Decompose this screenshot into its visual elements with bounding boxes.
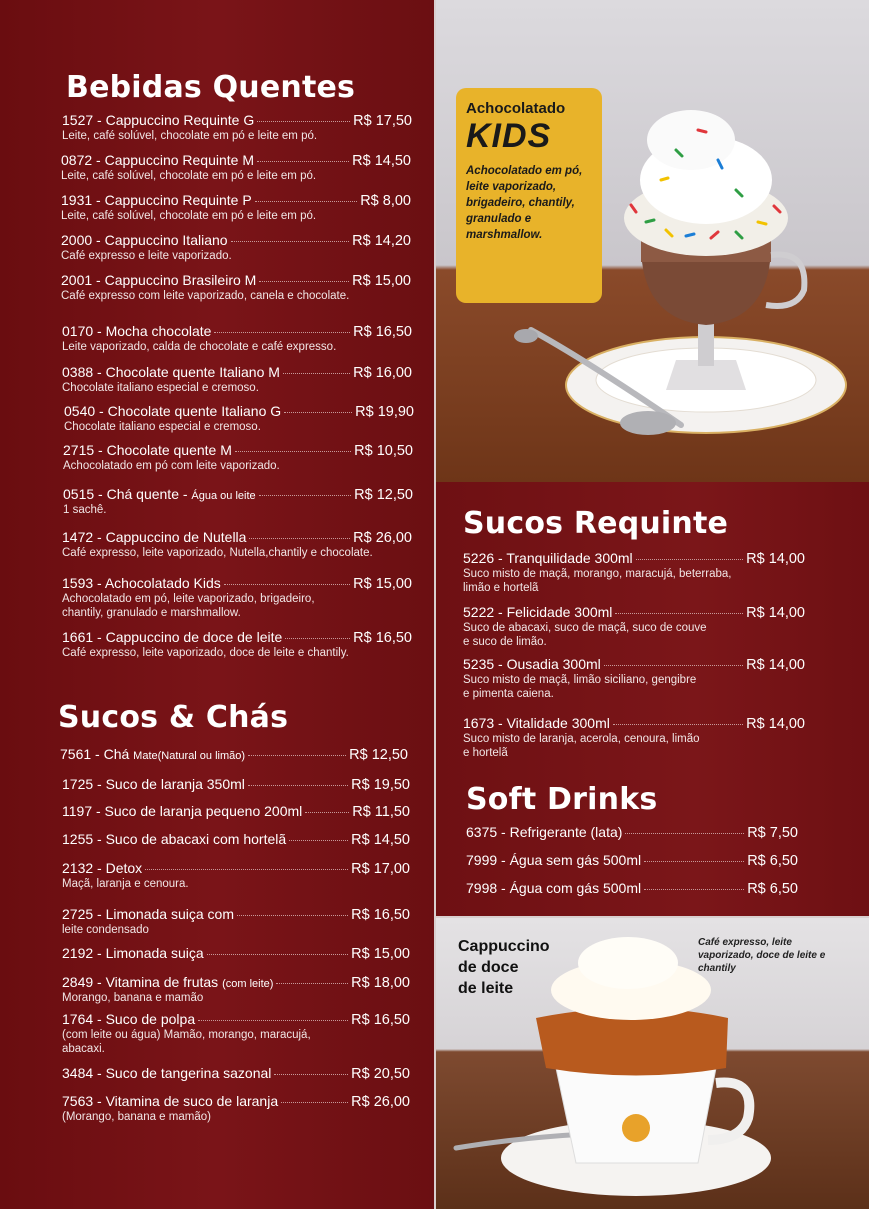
menu-item <box>63 442 413 473</box>
menu-item-price: R$ 15,00 <box>352 273 411 289</box>
menu-item-name-text: 2192 - Limonada suiça <box>62 945 204 961</box>
menu-item <box>466 824 798 841</box>
leader-dots <box>289 840 348 841</box>
menu-item-desc: Leite, café solúvel, chocolate em pó e leite em pó. <box>61 170 317 182</box>
menu-item-name <box>466 852 641 868</box>
menu-item <box>62 1093 410 1124</box>
menu-item-price: R$ 16,50 <box>353 324 412 340</box>
menu-item-name <box>62 323 211 339</box>
leader-dots <box>644 861 744 862</box>
menu-item-line <box>62 1093 410 1110</box>
juices-teas-title: Sucos & Chás <box>58 700 289 735</box>
menu-item-name <box>466 880 641 896</box>
menu-item-line <box>62 529 412 546</box>
menu-item-price: R$ 17,00 <box>351 861 410 877</box>
menu-item-name <box>466 824 622 840</box>
menu-item-line <box>61 152 411 169</box>
menu-item <box>61 152 411 183</box>
menu-item-name <box>62 364 280 380</box>
menu-item-name-note: Mate(Natural ou limão) <box>133 750 246 762</box>
menu-item <box>62 323 412 354</box>
menu-item <box>61 232 411 263</box>
menu-item-price: R$ 16,00 <box>353 365 412 381</box>
menu-item-line <box>62 776 410 793</box>
menu-item-line <box>62 860 410 877</box>
leader-dots <box>305 812 349 813</box>
menu-item-desc: Café expresso, leite vaporizado, Nutella,chantily e chocolate. <box>62 547 373 559</box>
menu-item <box>63 486 413 517</box>
menu-item-price: R$ 17,50 <box>353 113 412 129</box>
menu-item-name <box>62 529 246 545</box>
menu-item-name-text: 2132 - Detox <box>62 860 143 876</box>
menu-item-line <box>466 880 798 897</box>
leader-dots <box>644 889 744 890</box>
leader-dots <box>274 1074 348 1075</box>
menu-item <box>463 550 805 595</box>
menu-item-name <box>62 776 245 792</box>
leader-dots <box>255 201 358 202</box>
leader-dots <box>237 915 348 916</box>
menu-item-price: R$ 16,50 <box>353 630 412 646</box>
menu-item-line <box>62 112 412 129</box>
menu-item-name-text: 5235 - Ousadia 300ml <box>463 656 601 672</box>
menu-item-line <box>463 715 805 732</box>
leader-dots <box>214 332 350 333</box>
cappuccino-promo-title: Cappuccino de doce de leite <box>458 938 550 997</box>
menu-item-name-text: 7563 - Vitamina de suco de laranja <box>62 1093 279 1109</box>
menu-item <box>463 604 805 649</box>
menu-item-name-text: 6375 - Refrigerante (lata) <box>466 824 623 840</box>
menu-item <box>64 403 414 434</box>
menu-item-line <box>62 945 410 962</box>
leader-dots <box>283 373 350 374</box>
menu-item-name-text: 1593 - Achocolatado Kids <box>62 575 221 591</box>
menu-item-desc: Suco misto de maçã, morango, maracujá, beterraba, limão e hortelã <box>463 568 732 594</box>
menu-item-name <box>62 906 234 922</box>
menu-item-name-text: 5226 - Tranquilidade 300ml <box>463 550 633 566</box>
menu-item <box>62 629 412 660</box>
menu-item-name-text: 1255 - Suco de abacaxi com hortelã <box>62 831 287 847</box>
menu-item-line <box>60 746 408 763</box>
menu-item <box>466 880 798 897</box>
menu-item-line <box>466 824 798 841</box>
menu-item-line <box>62 629 412 646</box>
leader-dots <box>224 584 350 585</box>
menu-item-name-text: 3484 - Suco de tangerina sazonal <box>62 1065 272 1081</box>
menu-item-desc: Café expresso, leite vaporizado, doce de leite e chantily. <box>62 647 349 659</box>
menu-item-name <box>62 1011 195 1027</box>
menu-item-line <box>62 575 412 592</box>
menu-item-price: R$ 15,00 <box>353 576 412 592</box>
menu-item-name-text: 2000 - Cappuccino Italiano <box>61 232 228 248</box>
menu-item <box>62 906 410 937</box>
right-menu-panel <box>436 482 869 916</box>
menu-item-price: R$ 6,50 <box>747 853 798 869</box>
menu-item-name <box>62 831 286 847</box>
menu-item-name <box>463 715 610 731</box>
menu-item-name-text: 1661 - Cappuccino de doce de leite <box>62 629 283 645</box>
menu-item-name <box>463 550 633 566</box>
menu-item-line <box>466 852 798 869</box>
menu-item <box>61 192 411 223</box>
menu-item-price: R$ 16,50 <box>351 907 410 923</box>
menu-item-desc: Leite, café solúvel, chocolate em pó e leite em pó. <box>62 130 318 142</box>
menu-item-price: R$ 12,50 <box>354 487 413 503</box>
menu-item-name <box>62 629 282 645</box>
menu-item-name <box>62 803 302 819</box>
menu-item-price: R$ 7,50 <box>747 825 798 841</box>
menu-item-name-text: 5222 - Felicidade 300ml <box>463 604 613 620</box>
menu-item-name <box>62 974 273 990</box>
menu-item-price: R$ 14,50 <box>352 153 411 169</box>
menu-item-line <box>463 604 805 621</box>
leader-dots <box>604 665 743 666</box>
leader-dots <box>248 755 346 756</box>
menu-item <box>62 831 410 848</box>
menu-item-line <box>463 656 805 673</box>
leader-dots <box>235 451 351 452</box>
leader-dots <box>257 121 350 122</box>
menu-item-name <box>463 604 612 620</box>
menu-item-name-text: 2715 - Chocolate quente M <box>63 442 232 458</box>
menu-item-desc: Morango, banana e mamão <box>62 992 204 1004</box>
menu-item <box>463 656 805 701</box>
menu-item-name-text: 0170 - Mocha chocolate <box>62 323 212 339</box>
menu-item <box>62 112 412 143</box>
menu-item-name <box>62 1093 278 1109</box>
menu-item-line <box>62 906 410 923</box>
menu-item <box>61 272 411 303</box>
menu-item-price: R$ 14,00 <box>746 657 805 673</box>
menu-item-desc: Café expresso e leite vaporizado. <box>61 250 232 262</box>
leader-dots <box>284 412 352 413</box>
menu-item <box>62 1065 410 1082</box>
menu-item-name-text: 7561 - Chá <box>60 746 134 762</box>
menu-item-name <box>61 272 256 288</box>
kids-promo-desc: Achocolatado em pó, leite vaporizado, brigadeiro, chantily, granulado e marshmallow. <box>466 165 583 241</box>
menu-item-price: R$ 26,00 <box>353 530 412 546</box>
leader-dots <box>231 241 350 242</box>
menu-item-price: R$ 18,00 <box>351 975 410 991</box>
menu-item-line <box>61 192 411 209</box>
soft-drinks-title: Soft Drinks <box>466 782 658 817</box>
menu-item <box>62 364 412 395</box>
menu-item-line <box>61 272 411 289</box>
menu-item-name-text: 0515 - Chá quente - <box>63 486 192 502</box>
menu-item-line <box>63 442 413 459</box>
menu-item-line <box>62 831 410 848</box>
menu-item-desc: Suco misto de laranja, acerola, cenoura, limão e hortelã <box>463 733 700 759</box>
menu-item-line <box>62 364 412 381</box>
menu-item-name <box>62 945 204 961</box>
menu-item <box>466 852 798 869</box>
menu-item <box>62 529 412 560</box>
menu-item-desc: (Morango, banana e mamão) <box>62 1111 211 1123</box>
menu-item-line <box>62 974 410 991</box>
leader-dots <box>276 983 348 984</box>
menu-item <box>60 746 408 763</box>
leader-dots <box>248 785 348 786</box>
menu-item-name <box>61 152 254 168</box>
leader-dots <box>207 954 348 955</box>
kids-promo-big: KIDS <box>466 117 552 155</box>
menu-item-name-note: (com leite) <box>222 978 274 990</box>
menu-item-name <box>61 232 228 248</box>
menu-item-name-text: 1931 - Cappuccino Requinte P <box>61 192 252 208</box>
menu-item-name-text: 2001 - Cappuccino Brasileiro M <box>61 272 257 288</box>
kids-promo-title: Achocolatado <box>466 100 566 117</box>
menu-item-line <box>62 1011 410 1028</box>
menu-item-price: R$ 16,50 <box>351 1012 410 1028</box>
menu-item <box>62 803 410 820</box>
menu-item-name-text: 1725 - Suco de laranja 350ml <box>62 776 245 792</box>
menu-item-desc: 1 sachê. <box>63 504 107 516</box>
menu-item-name <box>62 112 254 128</box>
leader-dots <box>259 495 352 496</box>
leader-dots <box>636 559 743 560</box>
menu-item-name <box>63 486 256 502</box>
cappuccino-photo <box>436 916 869 1209</box>
leader-dots <box>281 1102 348 1103</box>
menu-item-name-text: 2725 - Limonada suiça com <box>62 906 234 922</box>
menu-item-name-text: 1472 - Cappuccino de Nutella <box>62 529 247 545</box>
leader-dots <box>145 869 348 870</box>
menu-item-desc: Chocolate italiano especial e cremoso. <box>62 382 259 394</box>
menu-item-name-text: 1673 - Vitalidade 300ml <box>463 715 610 731</box>
menu-item-price: R$ 14,50 <box>351 832 410 848</box>
menu-item-desc: Suco misto de maçã, limão siciliano, gengibre e pimenta caiena. <box>463 674 697 700</box>
menu-item-price: R$ 10,50 <box>354 443 413 459</box>
menu-item-price: R$ 11,50 <box>352 804 410 820</box>
menu-item-price: R$ 20,50 <box>351 1066 410 1082</box>
menu-item-price: R$ 26,00 <box>351 1094 410 1110</box>
menu-item-name <box>64 403 281 419</box>
menu-item-price: R$ 14,00 <box>746 716 805 732</box>
menu-item-name-text: 0872 - Cappuccino Requinte M <box>61 152 255 168</box>
leader-dots <box>615 613 743 614</box>
menu-item <box>62 776 410 793</box>
leader-dots <box>259 281 349 282</box>
menu-item-desc: Suco de abacaxi, suco de maçã, suco de couve e suco de limão. <box>463 622 707 648</box>
menu-item-price: R$ 8,00 <box>360 193 411 209</box>
menu-item-name-text: 1764 - Suco de polpa <box>62 1011 196 1027</box>
menu-item-name <box>60 746 245 762</box>
menu-item-line <box>463 550 805 567</box>
menu-item-name <box>463 656 601 672</box>
menu-item <box>62 1011 410 1056</box>
menu-item <box>463 715 805 760</box>
menu-item-price: R$ 14,00 <box>746 551 805 567</box>
cappuccino-promo-desc: Café expresso, leite vaporizado, doce de leite e chantily <box>698 937 826 974</box>
menu-item <box>62 945 410 962</box>
menu-item-line <box>64 403 414 420</box>
menu-item-name-text: 1527 - Cappuccino Requinte G <box>62 112 255 128</box>
menu-item-desc: (com leite ou água) Mamão, morango, maracujá, abacaxi. <box>62 1029 311 1055</box>
menu-item-price: R$ 14,20 <box>352 233 411 249</box>
leader-dots <box>249 538 350 539</box>
menu-item-name-text: 7999 - Água sem gás 500ml <box>466 852 642 868</box>
leader-dots <box>285 638 350 639</box>
menu-item-desc: Chocolate italiano especial e cremoso. <box>64 421 261 433</box>
leader-dots <box>198 1020 348 1021</box>
menu-item-line <box>62 1065 410 1082</box>
menu-item-price: R$ 12,50 <box>349 747 408 763</box>
menu-item-desc: Leite vaporizado, calda de chocolate e café expresso. <box>62 341 337 353</box>
menu-item-name <box>61 192 252 208</box>
premium-juices-title: Sucos Requinte <box>463 506 729 541</box>
menu-item-desc: Maçã, laranja e cenoura. <box>62 878 189 890</box>
menu-item <box>62 860 410 891</box>
kids-drink-photo <box>436 0 869 482</box>
menu-item <box>62 575 412 620</box>
leader-dots <box>257 161 349 162</box>
menu-item-name-text: 1197 - Suco de laranja pequeno 200ml <box>62 803 303 819</box>
menu-item-price: R$ 15,00 <box>351 946 410 962</box>
menu-item-line <box>63 486 413 503</box>
hot-drinks-title: Bebidas Quentes <box>66 70 356 105</box>
menu-item-price: R$ 6,50 <box>747 881 798 897</box>
kids-promo-box <box>456 88 602 303</box>
menu-item-name-note: Água ou leite <box>191 490 256 502</box>
leader-dots <box>625 833 744 834</box>
menu-item-desc: Café expresso com leite vaporizado, canela e chocolate. <box>61 290 350 302</box>
menu-item-desc: Achocolatado em pó com leite vaporizado. <box>63 460 280 472</box>
menu-item-line <box>61 232 411 249</box>
menu-item-name-text: 2849 - Vitamina de frutas <box>62 974 223 990</box>
menu-item-name <box>62 860 142 876</box>
menu-item-desc: Achocolatado em pó, leite vaporizado, brigadeiro, chantily, granulado e marshmallow. <box>62 593 315 619</box>
menu-item-name-text: 7998 - Água com gás 500ml <box>466 880 642 896</box>
menu-item-price: R$ 19,90 <box>355 404 414 420</box>
menu-item-name <box>62 1065 271 1081</box>
menu-item-name-text: 0388 - Chocolate quente Italiano M <box>62 364 280 380</box>
menu-item-line <box>62 803 410 820</box>
menu-item-price: R$ 14,00 <box>746 605 805 621</box>
menu-item-desc: leite condensado <box>62 924 149 936</box>
menu-item-name <box>63 442 232 458</box>
leader-dots <box>613 724 743 725</box>
right-column <box>436 0 869 1209</box>
menu-item-name-text: 0540 - Chocolate quente Italiano G <box>64 403 282 419</box>
menu-item <box>62 974 410 1005</box>
left-column <box>0 0 434 1209</box>
menu-item-name <box>62 575 221 591</box>
menu-item-price: R$ 19,50 <box>351 777 410 793</box>
menu-item-desc: Leite, café solúvel, chocolate em pó e leite em pó. <box>61 210 317 222</box>
menu-item-line <box>62 323 412 340</box>
